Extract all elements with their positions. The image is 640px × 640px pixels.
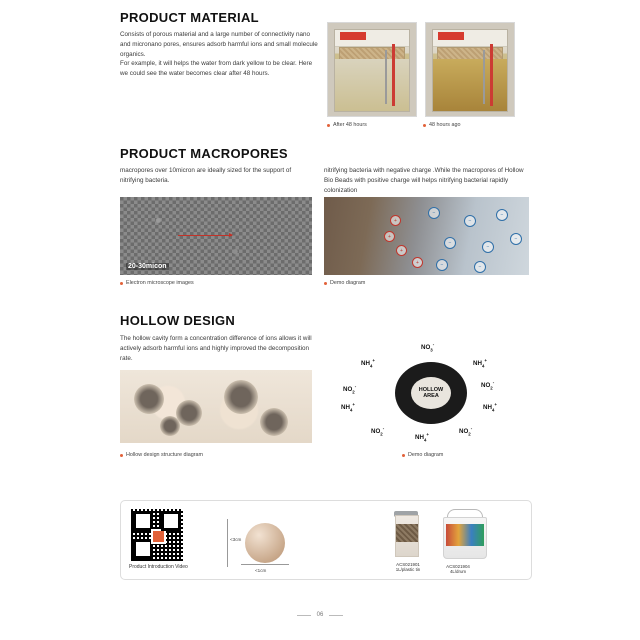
caption-text: Electron microscope images (126, 280, 194, 286)
scale-label: 20-30micon (128, 263, 167, 270)
bullet-icon (402, 454, 405, 457)
section-title-hollow-design: HOLLOW DESIGN (120, 313, 236, 328)
ion-negative: − (482, 241, 494, 253)
hollow-design-structure-image (120, 370, 312, 443)
caption-text: Hollow design structure diagram (126, 452, 204, 458)
hollow-design-demo-diagram (333, 340, 533, 448)
scale-arrow-icon (178, 235, 232, 236)
caption-after-48-hours (327, 122, 423, 128)
bullet-icon (120, 454, 123, 457)
section-body-product-material: Consists of porous material and a large number of connectivity nano and micronano pores, ensures adsorb harmful ions and small molecule organics. For example, it will helps the water from dark yellow to be clear. Here we could see the water becomes clear after 48 hours. (120, 31, 318, 77)
photo-48-hours-ago (425, 22, 515, 117)
electron-microscope-image (120, 197, 312, 275)
product-tin-caption (385, 562, 431, 573)
photo-after-48-hours (327, 22, 417, 117)
molecule-label: $NH_4^+$ (341, 402, 355, 413)
molecule-label: $NO_3^-$ (421, 342, 435, 353)
product-desc: 1L/plastic tin (395, 567, 421, 573)
molecule-label: $NH_4^+$ (483, 402, 497, 413)
ion-positive: + (412, 257, 423, 268)
footer-panel (120, 500, 532, 580)
molecule-label: $NO_2^-$ (481, 380, 495, 391)
bullet-icon (324, 282, 327, 285)
hollow-area-label (411, 377, 451, 409)
ion-negative: − (444, 237, 456, 249)
hollow-area-line1: HOLLOW (418, 386, 444, 393)
product-code: ACS021901 (396, 561, 420, 567)
page-number-text: 06 (316, 612, 324, 618)
bead-measurement-diagram (211, 509, 311, 571)
caption-hollow-structure (120, 452, 203, 458)
molecule-label: $NO_2^-$ (371, 426, 385, 437)
ion-negative: − (436, 259, 448, 271)
product-tin (389, 509, 423, 573)
ion-positive: + (396, 245, 407, 256)
product-code: ACS021904 (446, 563, 470, 569)
bullet-icon (327, 124, 330, 127)
ion-negative: − (496, 209, 508, 221)
ion-negative: − (474, 261, 486, 273)
molecule-label: $NO_2^-$ (343, 384, 357, 395)
ion-negative: − (428, 207, 440, 219)
vertical-measure-line (227, 519, 228, 567)
horizontal-measure-line (241, 564, 289, 565)
product-material-photos (327, 22, 515, 117)
section-body-macropores-left: macropores over 10micron are ideally sized for the support of nitrifying bacteria. (120, 167, 292, 184)
product-drum (439, 507, 489, 575)
qr-logo-icon (151, 529, 166, 544)
bullet-icon (423, 124, 426, 127)
caption-text: 48 hours ago (429, 122, 461, 128)
ion-positive: + (390, 215, 401, 226)
ion-negative: − (510, 233, 522, 245)
product-desc: 4L/drum (449, 569, 467, 575)
product-material-captions (327, 122, 527, 128)
macropores-captions (120, 280, 530, 286)
molecule-label: $NO_2^-$ (459, 426, 473, 437)
section-body-macropores-right: nitrifying bacteria with negative charge .While the macropores of Hollow Bio Beads with positive charge will helps nitrifying bacterial rapidly colonization (324, 167, 524, 194)
caption-macropores-demo (324, 280, 365, 286)
molecule-label: $NH_4^+$ (473, 358, 487, 369)
page-dash-left (297, 615, 311, 616)
section-title-product-macropores: PRODUCT MACROPORES (120, 146, 288, 161)
qr-caption: Product Introduction Video (129, 564, 188, 570)
caption-text: Demo diagram (330, 280, 366, 286)
ion-negative: − (464, 215, 476, 227)
product-drum-caption (435, 564, 481, 575)
ion-positive: + (384, 231, 395, 242)
section-title-product-material: PRODUCT MATERIAL (120, 10, 259, 25)
caption-48-hours-ago (423, 122, 460, 128)
qr-code[interactable] (131, 509, 183, 561)
measure-horizontal-label: <1cm (255, 568, 267, 573)
measure-vertical-label: <3cm (230, 537, 242, 542)
caption-hollow-demo (402, 452, 443, 458)
bead-image (245, 523, 285, 563)
bullet-icon (120, 282, 123, 285)
molecule-label: $NH_4^+$ (415, 432, 429, 443)
section-body-hollow-design: The hollow cavity form a concentration difference of ions allows it will actively adsorb harmful ions and highly improved the decomposition rate. (120, 335, 312, 362)
caption-text: Demo diagram (408, 452, 444, 458)
hollow-ring (395, 362, 467, 424)
page-dash-right (329, 615, 343, 616)
macropores-demo-diagram (324, 197, 529, 275)
molecule-label: $NH_4^+$ (361, 358, 375, 369)
caption-text: After 48 hours (333, 122, 367, 128)
page-number (0, 612, 640, 618)
hollow-area-line2: AREA (423, 393, 439, 399)
